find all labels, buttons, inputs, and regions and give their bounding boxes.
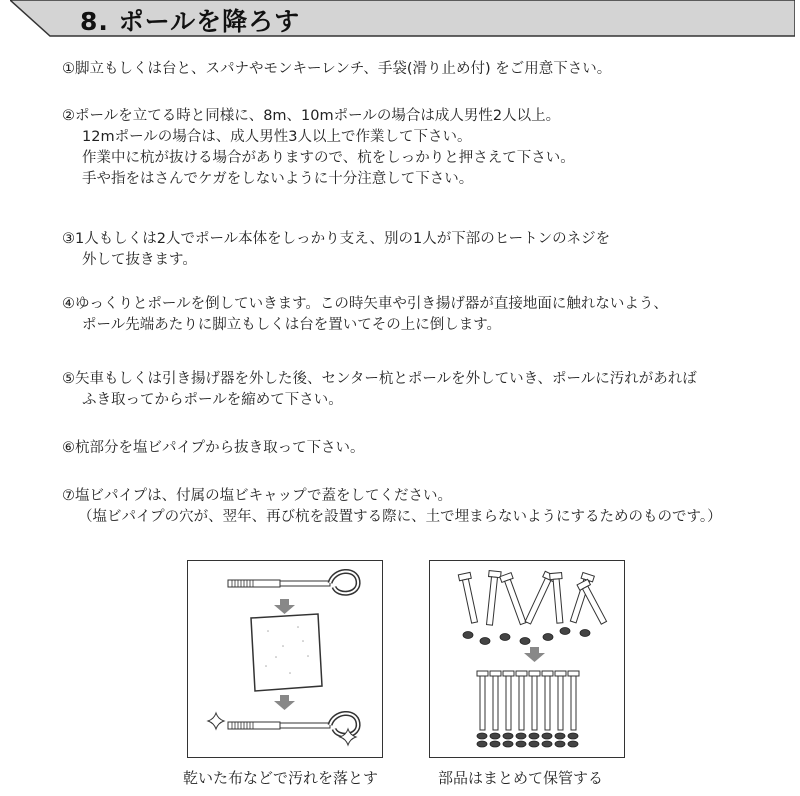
figure-storage-caption: 部品はまとめて保管する	[438, 769, 604, 787]
step-7-line-2: （塩ビパイプの穴が、翌年、再び杭を設置する際に、土で埋まらないようにするためのものです。）	[78, 509, 722, 525]
section-header	[10, 0, 795, 38]
step-3	[62, 229, 610, 271]
scattered-bolts-icon	[458, 571, 609, 626]
step-5-line-1: ⑤矢車もしくは引き揚げ器を外した後、センター杭とポールを外していき、ポールに汚れがあれば	[62, 371, 697, 387]
step-5	[62, 369, 697, 411]
step-4-line-2: ポール先端あたりに脚立もしくは台を置いてその上に倒します。	[82, 317, 502, 333]
step-2	[62, 106, 575, 190]
step-7-line-1: ⑦塩ビパイプは、付属の塩ビキャップで蓋をしてください。	[62, 488, 452, 504]
step-5-line-2: ふき取ってからポールを縮めて下さい。	[82, 392, 343, 408]
step-2-line-3: 作業中に杭が抜ける場合がありますので、杭をしっかりと押さえて下さい。	[82, 150, 575, 166]
cloth-icon	[251, 614, 322, 691]
step-1	[62, 59, 611, 80]
storage-illustration	[430, 561, 623, 756]
step-3-line-1: ③1人もしくは2人でポール本体をしっかり支え、別の1人が下部のヒートンのネジを	[62, 231, 611, 247]
down-arrow-icon	[524, 647, 545, 662]
step-1-line-1: ①脚立もしくは台と、スパナやモンキーレンチ、手袋(滑り止め付) をご用意下さい。	[62, 61, 612, 77]
step-4	[62, 294, 668, 336]
scattered-nuts-icon	[463, 628, 590, 645]
hook-bolt-top-icon	[228, 571, 358, 593]
organized-bolts-icon	[477, 671, 579, 730]
step-2-line-1: ②ポールを立てる時と同様に、8m、10mポールの場合は成人男性2人以上。	[62, 108, 561, 124]
figure-cleaning-caption: 乾いた布などで汚れを落とす	[183, 769, 379, 787]
down-arrow-icon	[274, 695, 295, 710]
down-arrow-icon	[274, 599, 295, 614]
step-6-line-1: ⑥杭部分を塩ビパイプから抜き取って下さい。	[62, 440, 365, 456]
figure-storage	[429, 560, 625, 758]
hook-bolt-bottom-icon	[228, 713, 358, 735]
step-4-line-1: ④ゆっくりとポールを倒していきます。この時矢車や引き揚げ器が直接地面に触れないよう、	[62, 296, 668, 312]
organized-nuts-icon	[477, 733, 578, 747]
cleaning-illustration	[188, 561, 381, 756]
page-title: 8. ポールを降ろす	[80, 7, 301, 36]
step-2-line-4: 手や指をはさんでケガをしないように十分注意して下さい。	[82, 171, 474, 187]
step-7	[62, 486, 722, 528]
step-2-line-2: 12mポールの場合は、成人男性3人以上で作業して下さい。	[82, 129, 472, 145]
figure-cleaning	[187, 560, 383, 758]
step-6	[62, 438, 365, 459]
step-3-line-2: 外して抜きます。	[82, 252, 197, 268]
